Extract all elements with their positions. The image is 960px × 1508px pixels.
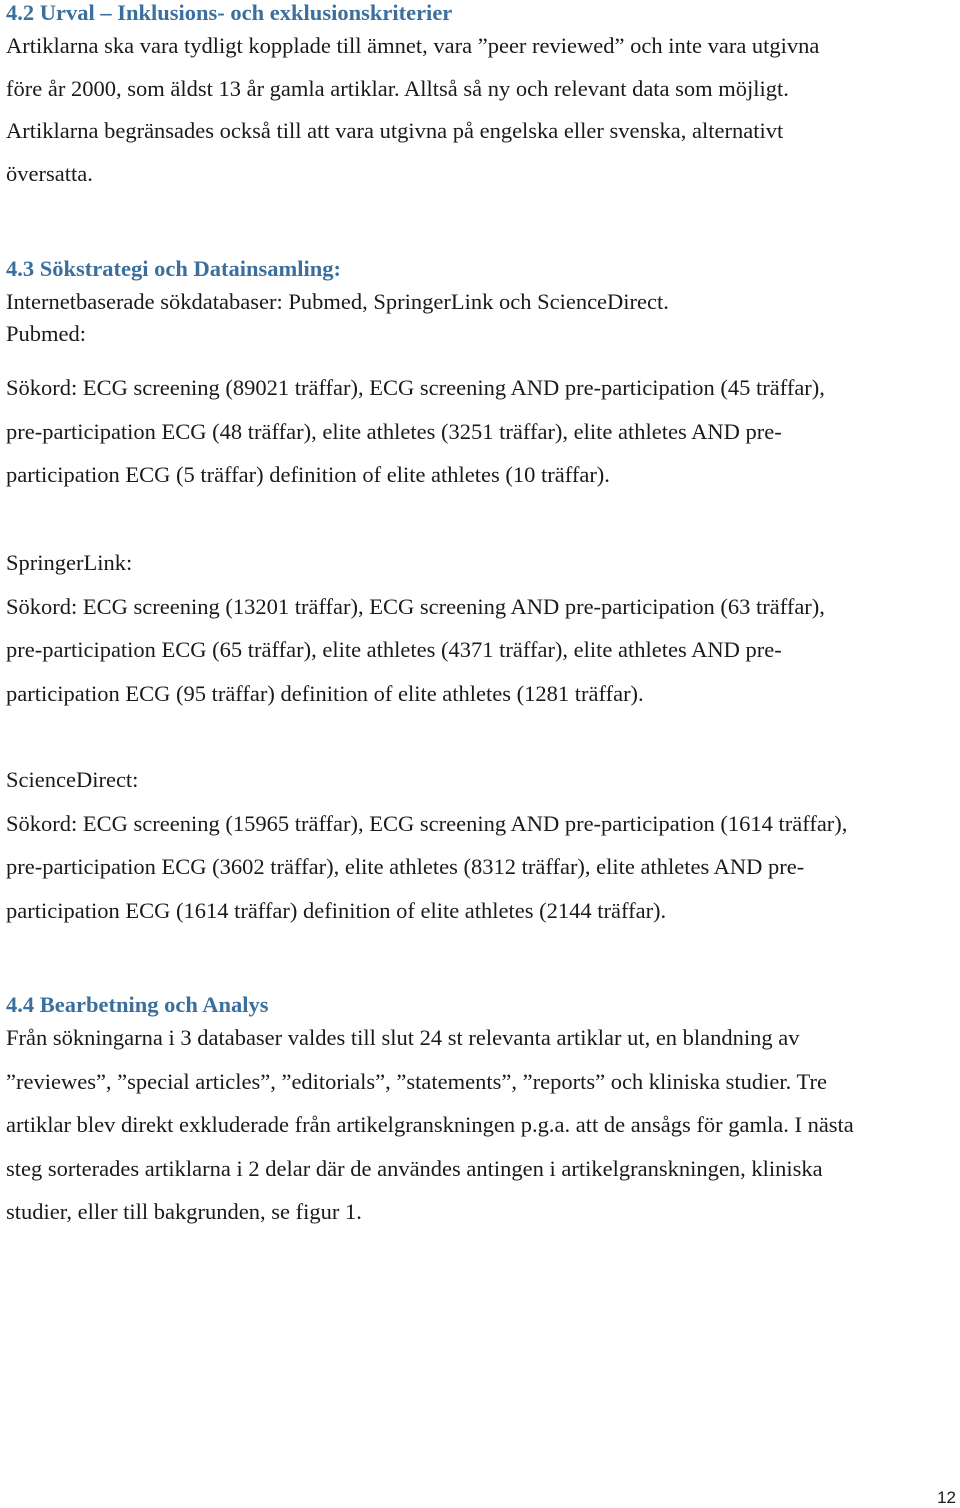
- paragraph-line: pre-participation ECG (3602 träffar), elite athletes (8312 träffar), elite athletes AND pre-: [6, 854, 805, 879]
- section-4-4-heading: 4.4 Bearbetning och Analys: [6, 992, 269, 1017]
- paragraph-line: pre-participation ECG (48 träffar), elite athletes (3251 träffar), elite athletes AND pre-: [6, 418, 782, 444]
- paragraph-line: Sökord: ECG screening (89021 träffar), ECG screening AND pre-participation (45 träffar),: [6, 375, 825, 400]
- springerlink-paragraph: [6, 541, 825, 715]
- paragraph-line: Från sökningarna i 3 databaser valdes till slut 24 st relevanta artiklar ut, en blandning av: [6, 1025, 800, 1050]
- paragraph-line: steg sorterades artiklarna i 2 delar där de användes antingen i artikelgranskningen, kliniska: [6, 1155, 823, 1181]
- springerlink-label: SpringerLink:: [6, 550, 133, 575]
- section-4-2-paragraph: [6, 25, 819, 195]
- paragraph-line: participation ECG (1614 träffar) definition of elite athletes (2144 träffar).: [6, 897, 667, 923]
- paragraph-line: Artiklarna ska vara tydligt kopplade till ämnet, vara ”peer reviewed” och inte vara utgivna: [6, 33, 820, 58]
- sciencedirect-label: ScienceDirect:: [6, 767, 139, 792]
- paragraph-line: studier, eller till bakgrunden, se figur 1.: [6, 1199, 362, 1224]
- section-4-3-intro: [6, 286, 669, 350]
- page-number: 12: [937, 1488, 956, 1507]
- paragraph-line: participation ECG (5 träffar) definition of elite athletes (10 träffar).: [6, 462, 610, 487]
- paragraph-line: artiklar blev direkt exkluderade från artikelgranskningen p.g.a. att de ansågs för gamla. I nästa: [6, 1112, 854, 1137]
- paragraph-line: Sökord: ECG screening (15965 träffar), ECG screening AND pre-participation (1614 träffar),: [6, 810, 848, 836]
- paragraph-line: Artiklarna begränsades också till att vara utgivna på engelska eller svenska, alternativt: [6, 118, 784, 143]
- sciencedirect-paragraph: [6, 758, 847, 932]
- paragraph-line: pre-participation ECG (65 träffar), elite athletes (4371 träffar), elite athletes AND pre-: [6, 637, 782, 662]
- section-4-2-heading: 4.2 Urval – Inklusions- och exklusionskriterier: [6, 0, 453, 25]
- paragraph-line: ”reviewes”, ”special articles”, ”editorials”, ”statements”, ”reports” och kliniska studier. Tre: [6, 1068, 827, 1094]
- paragraph-line: Sökord: ECG screening (13201 träffar), ECG screening AND pre-participation (63 träffar),: [6, 593, 825, 619]
- paragraph-line: före år 2000, som äldst 13 år gamla artiklar. Alltså så ny och relevant data som möjligt.: [6, 75, 789, 101]
- section-4-4-paragraph: [6, 1016, 854, 1234]
- pubmed-paragraph: [6, 366, 825, 497]
- paragraph-line: participation ECG (95 träffar) definition of elite athletes (1281 träffar).: [6, 680, 644, 706]
- pubmed-label: Pubmed:: [6, 321, 87, 346]
- section-4-3-heading: 4.3 Sökstrategi och Datainsamling:: [6, 256, 342, 281]
- intro-line: Internetbaserade sökdatabaser: Pubmed, SpringerLink och ScienceDirect.: [6, 289, 669, 314]
- paragraph-line: översatta.: [6, 160, 93, 186]
